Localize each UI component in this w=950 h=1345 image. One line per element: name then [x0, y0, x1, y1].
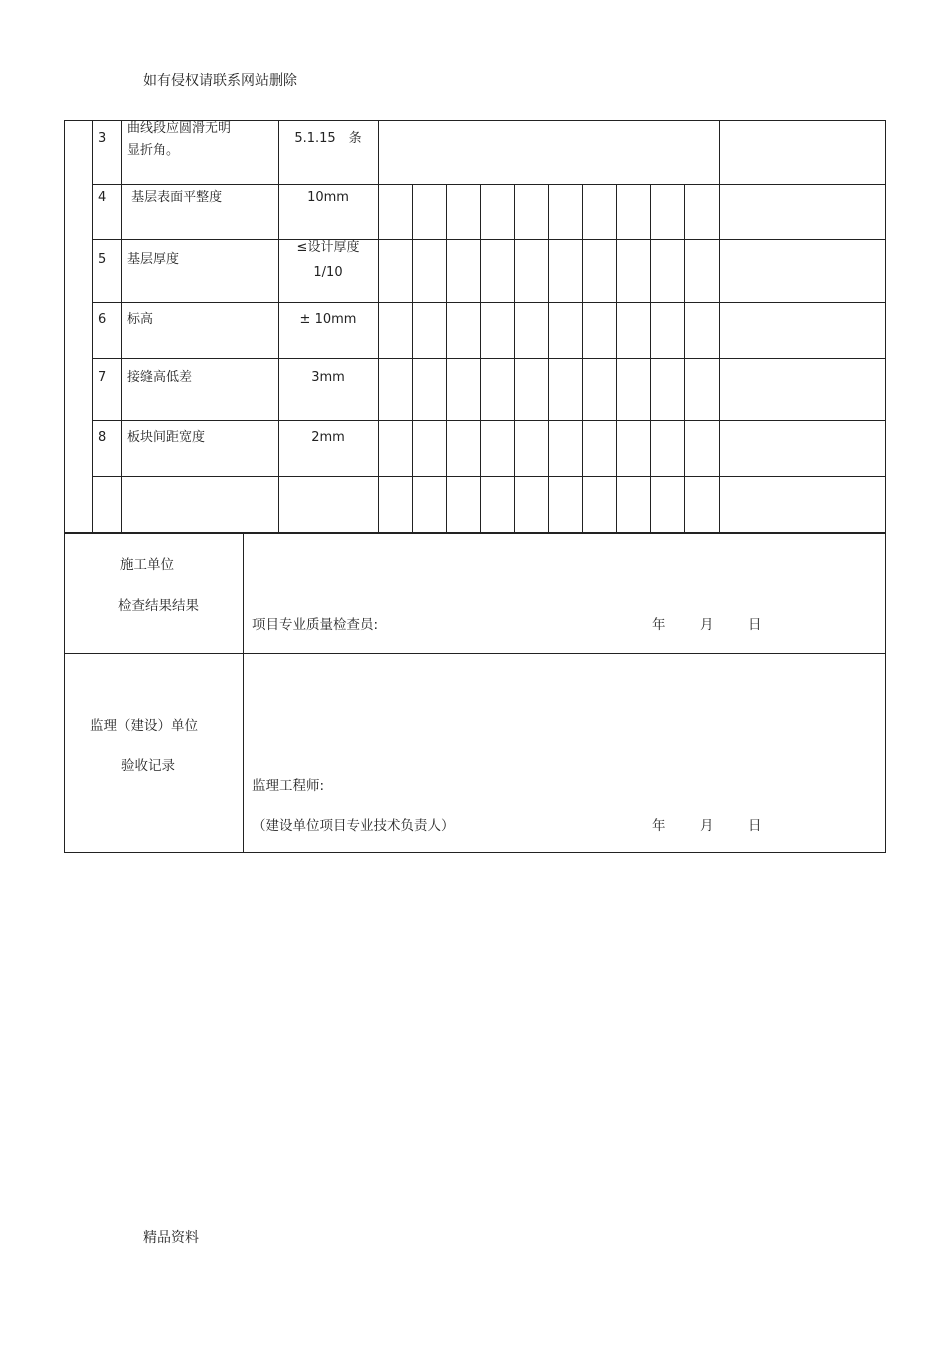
acceptance-record-label: 验收记录: [121, 758, 175, 774]
month-label: 月: [700, 617, 714, 633]
measure-col-divider: [548, 184, 549, 533]
col-divider: [719, 120, 720, 533]
row-number: 7: [98, 370, 107, 385]
quality-inspector-label: 项目专业质量检查员:: [252, 617, 379, 633]
owner-representative-label: （建设单位项目专业技术负责人）: [252, 818, 455, 834]
col-divider: [378, 120, 379, 533]
row-item: 基层表面平整度: [127, 190, 223, 205]
row-number: 5: [98, 252, 107, 267]
header-note: 如有侵权请联系网站删除: [143, 73, 297, 89]
row-divider: [92, 302, 886, 303]
row-number: 4: [98, 190, 107, 205]
row-number: 3: [98, 131, 107, 146]
measure-col-divider: [650, 184, 651, 533]
row-number: 8: [98, 430, 107, 445]
row-item: 接缝高低差: [127, 370, 193, 385]
row-standard: 5.1.15 条: [294, 131, 362, 146]
col-divider: [92, 120, 93, 533]
row-item: 板块间距宽度: [127, 430, 206, 445]
measure-col-divider: [684, 184, 685, 533]
row-item: 标高: [127, 312, 154, 327]
row-standard: ≤设计厚度 1/10: [296, 240, 360, 280]
row-standard: 3mm: [311, 370, 345, 385]
month-label: 月: [700, 818, 714, 834]
construction-unit-label: 施工单位: [120, 557, 174, 573]
section-col-divider: [243, 533, 244, 853]
day-label: 日: [748, 617, 762, 633]
supervising-engineer-label: 监理工程师:: [252, 778, 325, 794]
section-border-bottom: [64, 852, 886, 853]
row-number: 6: [98, 312, 107, 327]
row-item: 曲线段应圆滑无明 显折角。: [127, 121, 232, 158]
signoff-section: [64, 533, 886, 853]
measure-col-divider: [514, 184, 515, 533]
row-divider: [92, 476, 886, 477]
row-divider: [92, 420, 886, 421]
row-standard: ± 10mm: [299, 312, 357, 327]
table-border-right: [885, 120, 886, 533]
measure-col-divider: [446, 184, 447, 533]
row-standard: 10mm: [307, 190, 349, 205]
table-border-left: [64, 120, 65, 533]
year-label: 年: [652, 818, 666, 834]
measure-col-divider: [412, 184, 413, 533]
day-label: 日: [748, 818, 762, 834]
row-divider: [92, 358, 886, 359]
year-label: 年: [652, 617, 666, 633]
row-divider: [92, 184, 886, 185]
row-divider: [92, 239, 886, 240]
footer-note: 精品资料: [143, 1230, 199, 1246]
section-border-right: [885, 533, 886, 853]
row-standard: 2mm: [311, 430, 345, 445]
measure-col-divider: [616, 184, 617, 533]
measure-col-divider: [582, 184, 583, 533]
construction-result-label: 检查结果结果: [118, 598, 199, 614]
row-item: 基层厚度: [127, 252, 180, 267]
section-border-left: [64, 533, 65, 853]
measure-col-divider: [480, 184, 481, 533]
col-divider: [121, 120, 122, 533]
inspection-table: [64, 120, 886, 533]
section-divider: [64, 533, 886, 534]
supervision-unit-label: 监理（建设）单位: [90, 718, 198, 734]
section-divider: [64, 653, 886, 654]
